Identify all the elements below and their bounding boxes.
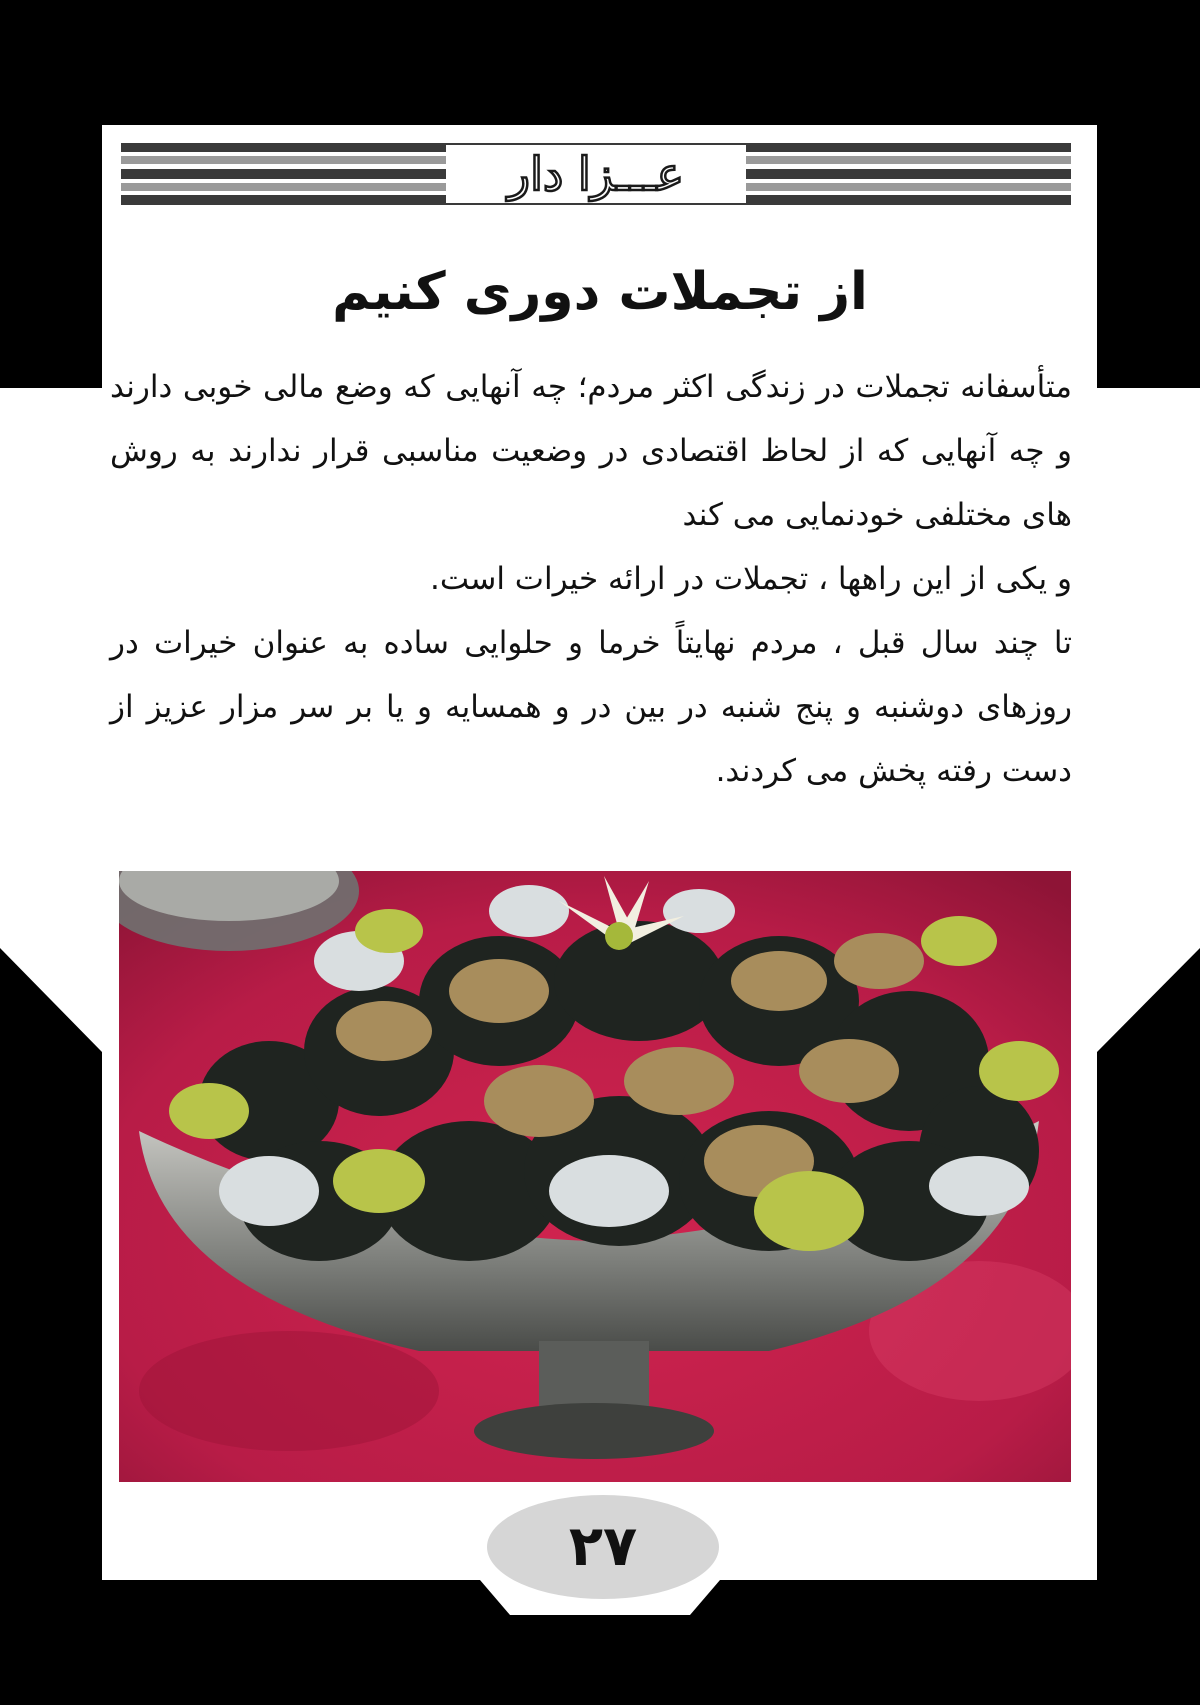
photo-illustration — [119, 871, 1071, 1482]
dessert-photo — [119, 871, 1071, 1482]
article-body — [110, 355, 1072, 803]
paragraph: و یکی از این راهها ، تجملات در ارائه خیرات است. — [430, 561, 1072, 597]
section-label: عـــزا دار — [507, 147, 685, 201]
page-number: ۲۷ — [568, 1514, 638, 1579]
article-title: از تجملات دوری کنیم — [332, 262, 868, 322]
paragraph: تا چند سال قبل ، مردم نهایتاً خرما و حلوایی ساده به عنوان خیرات در روزهای دوشنبه و پنج شنبه در بین در و همسایه و یا بر سر مزار عزیز از دست رفته پخش می کردند. — [110, 625, 1072, 789]
frame-bottom-strip — [0, 1680, 1200, 1705]
paragraph: متأسفانه تجملات در زندگی اکثر مردم؛ چه آنهایی که وضع مالی خوبی دارند و چه آنهایی که از لحاظ اقتصادی در وضعیت مناسبی قرار ندارند به روش های مختلفی خودنمایی می کند — [110, 369, 1072, 533]
section-header — [121, 143, 1071, 205]
frame-top-band — [0, 0, 1200, 125]
